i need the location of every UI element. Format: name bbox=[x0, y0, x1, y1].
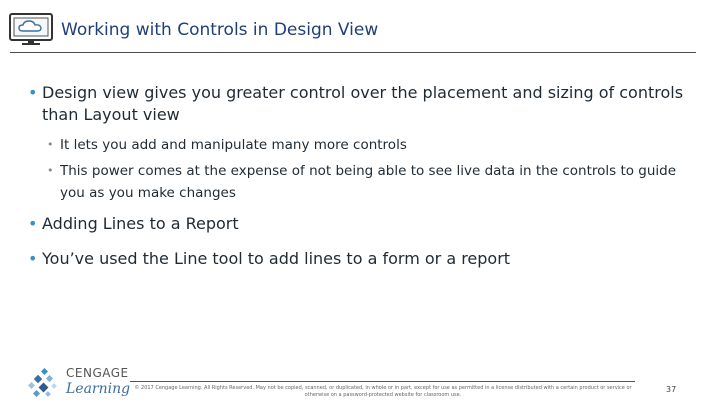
logo-wordmark: CENGAGE bbox=[66, 366, 129, 380]
bullet-text: Adding Lines to a Report bbox=[42, 214, 239, 233]
bullet-item bbox=[28, 213, 688, 235]
cengage-logo bbox=[28, 365, 131, 401]
slide-title: Working with Controls in Design View bbox=[61, 20, 379, 40]
monitor-cloud-icon bbox=[8, 12, 56, 46]
cengage-dots-icon bbox=[28, 367, 62, 399]
footer-divider bbox=[130, 381, 635, 382]
sub-bullet-text: This power comes at the expense of not being able to see live data in the controls to guide you as you make changes bbox=[60, 163, 677, 201]
sub-bullet-item bbox=[47, 134, 687, 156]
sub-bullet-marker: • bbox=[47, 164, 54, 177]
copyright-notice: © 2017 Cengage Learning. All Rights Reserved. May not be copied, scanned, or duplicated, in whole or in part, except for use as permitted in a license distributed with a certain product or service or otherwise on a password-protected website for classroom use. bbox=[134, 385, 632, 398]
title-divider bbox=[10, 52, 696, 53]
bullet-item bbox=[28, 248, 688, 270]
bullet-text: You’ve used the Line tool to add lines to a form or a report bbox=[42, 249, 511, 268]
bullet-marker: • bbox=[28, 249, 38, 268]
bullet-text: Design view gives you greater control over the placement and sizing of controls than Layout view bbox=[42, 83, 684, 124]
bullet-item bbox=[28, 82, 688, 126]
bullet-marker: • bbox=[28, 83, 38, 102]
logo-subtitle: Learning bbox=[66, 381, 131, 397]
bullet-marker: • bbox=[28, 214, 38, 233]
sub-bullet-text: It lets you add and manipulate many more controls bbox=[60, 137, 407, 153]
sub-bullet-item bbox=[47, 160, 687, 204]
sub-bullet-marker: • bbox=[47, 138, 54, 151]
page-number: 37 bbox=[666, 385, 677, 394]
